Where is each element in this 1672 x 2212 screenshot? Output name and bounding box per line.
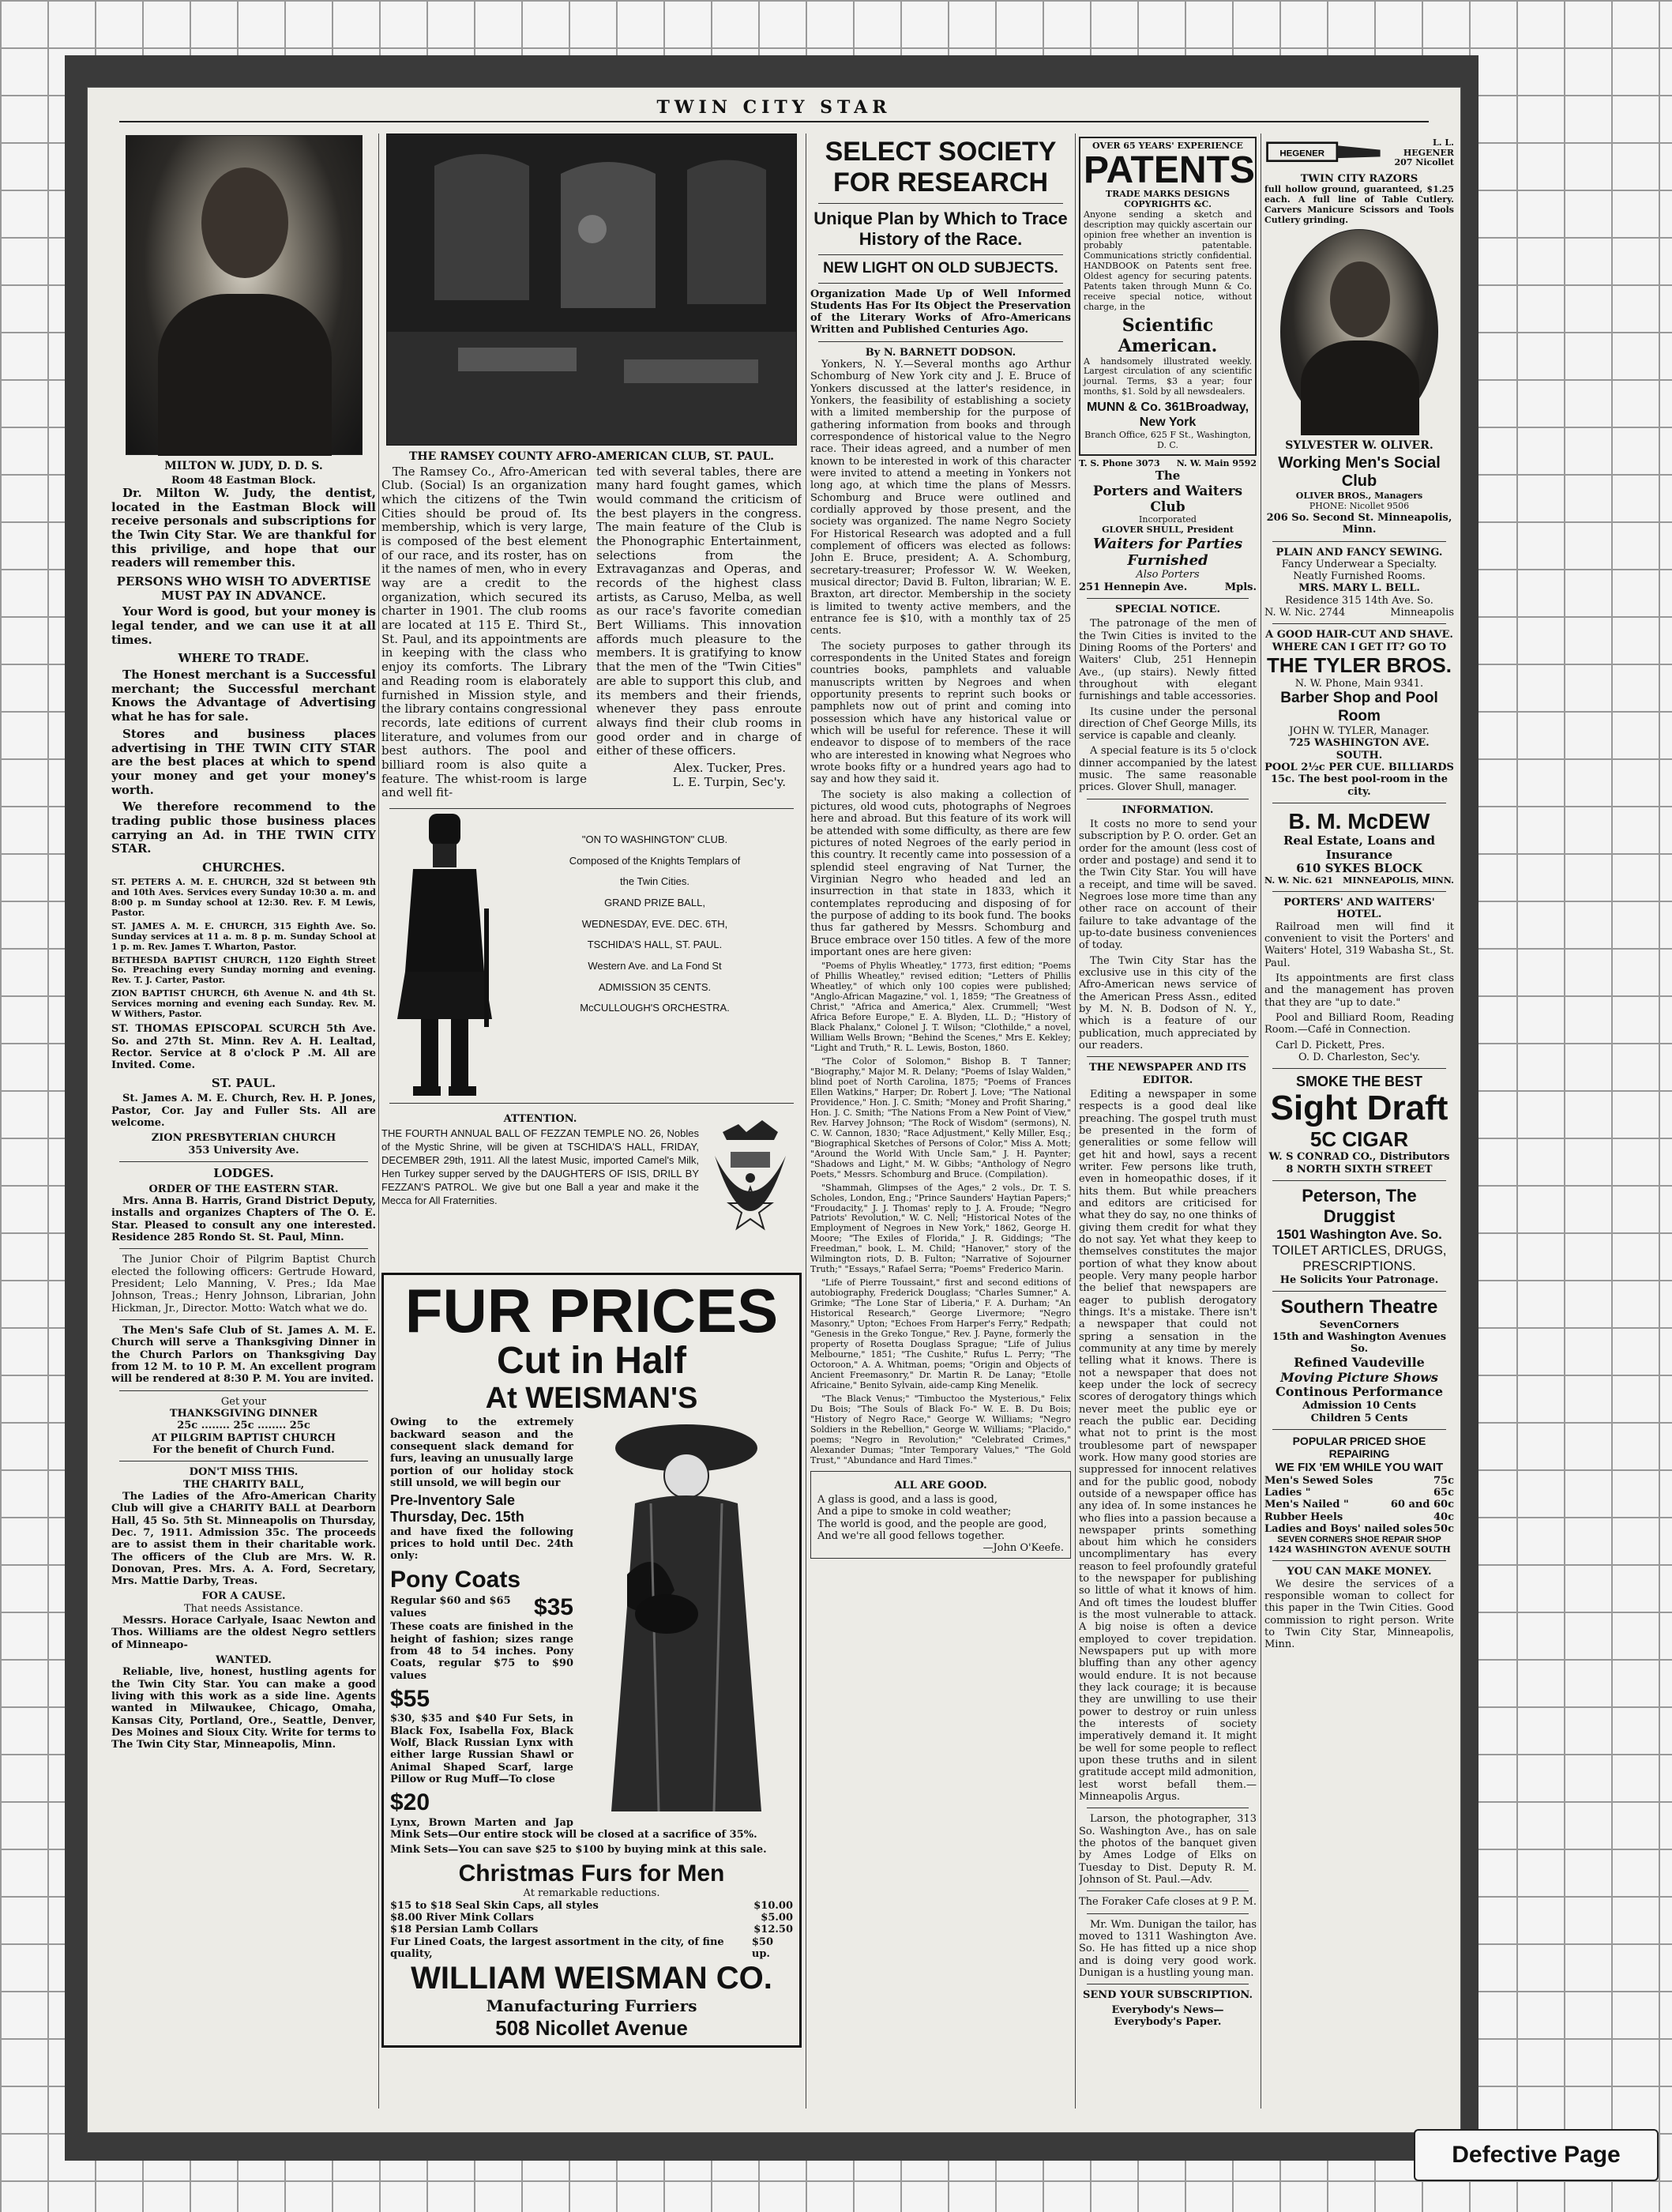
zion-pres-addr: 353 University Ave.	[188, 1144, 299, 1157]
divider	[1272, 1560, 1446, 1561]
divider	[1087, 1056, 1249, 1057]
divider	[818, 203, 1063, 204]
oliver-phone: PHONE: Nicollet 9506	[1309, 500, 1410, 511]
wanted-text: Reliable, live, honest, hustling agents for the Twin City Star. You can make a good living with this work as a side line. Agents wanted in Milwaukee, Chicago, Omaha, Kansas City, Portland, Ore., Seattle, Denver, Des Moines and Sioux City. Write for terms to The Twin City Star, Minneapolis, Minn.	[111, 1666, 376, 1751]
masthead: TWIN CITY STAR	[656, 97, 892, 118]
fur-price-value: $50 up.	[751, 1936, 774, 1960]
shoe-addr: 1424 WASHINGTON AVENUE SOUTH	[1268, 1544, 1451, 1556]
fur-company: WILLIAM WEISMAN CO.	[411, 1961, 772, 1996]
phone-left: T. S. Phone 3073	[1079, 458, 1160, 469]
article-headline: SELECT SOCIETY FOR RESEARCH	[825, 137, 1057, 198]
porters-addr: 251 Hennepin Ave.	[1079, 581, 1188, 593]
church-listing: ST. THOMAS EPISCOPAL SCURCH 5th Ave. So. and 27th St. Minn. Rev A. H. Lealtad, Rector. Service at 8 o'clock P .M. All are Invited. Come.	[111, 1023, 376, 1072]
otw-line: ADMISSION 35 CENTS.	[598, 980, 712, 993]
haircut-text: A GOOD HAIR-CUT AND SHAVE. WHERE CAN I GET IT? GO TO	[1265, 629, 1453, 653]
send-head: SEND YOUR SUBSCRIPTION.	[1082, 1989, 1253, 2002]
divider	[1272, 1429, 1446, 1430]
razor-icon	[1264, 134, 1383, 173]
trade-p1: The Honest merchant is a Successful merchant; the Successful merchant Knows the Advantage of Advertising what he has for sale.	[111, 668, 376, 724]
article-subhead: Unique Plan by Which to Trace History of the Race.	[813, 209, 1068, 250]
fur-lynx: Lynx, Brown Marten and Jap Mink Sets—Our entire stock will be closed at a sacrifice of 35%.	[390, 1816, 757, 1841]
hegener-addr: 207 Nicollet	[1394, 157, 1454, 168]
fur-price-value: $10.00	[753, 1899, 793, 1912]
divider	[389, 1103, 794, 1104]
fur-mink: Mink Sets—You can save $25 to $100 by buying mink at this sale.	[390, 1844, 767, 1856]
cause-head1: FOR A CAUSE.	[201, 1590, 286, 1603]
conrad-addr: 8 NORTH SIXTH STREET	[1286, 1163, 1433, 1176]
newspaper-page	[87, 87, 1461, 2133]
fur-men-sub: At remarkable reductions.	[523, 1887, 660, 1900]
phone-right: N. W. Main 9592	[1176, 458, 1257, 469]
fur-at: At WEISMAN'S	[485, 1382, 698, 1416]
article-paragraph: "Poems of Phylis Wheatley," 1773, first edition; "Poems of Phillis Wheatley," revised edition; "Letters of Phillis Wheatley," of which only 100 copies were published; "Anglo-African Magazine," vol. 1, 1859; "The Greatness of Christ," "Africa and America," Alex. Crummell; "West Africa Before Europe," E. A. Blyden, LL. D.; "History of Black Phalanx," Colonel J. T. Wilson; "Clothilde," a novel, William Wells Brown; "Behind the Scenes," Mrs E. Kekley; "Light and Truth," R. L. Lewis, Boston, 1860.	[810, 961, 1071, 1053]
info-head: INFORMATION.	[1122, 803, 1214, 816]
divider	[1087, 1890, 1249, 1891]
poem-head: ALL ARE GOOD.	[894, 1479, 987, 1492]
munn-name: MUNN & Co.	[1086, 401, 1162, 415]
shoe-price-row	[1264, 1511, 1454, 1523]
sewing-phone: N. W. Nic. 2744	[1264, 607, 1346, 619]
mens-club-text: The Men's Safe Club of St. James A. M. E. Church will serve a Thanksgiving Dinner in the Church Parlors on Thanksgiving Day from 12 M. to 10 P. M. An excellent program will be rendered at 8:30 P. M. You are invited.	[111, 1324, 376, 1386]
shoe-item: Men's Sewed Soles	[1264, 1474, 1373, 1487]
shoe-price: 40c	[1433, 1510, 1454, 1523]
hegener-ad	[1264, 134, 1454, 173]
hotel-head: PORTERS' AND WAITERS' HOTEL.	[1283, 896, 1435, 921]
fur-pony-row	[390, 1593, 573, 1621]
poem-sig: —John O'Keefe.	[983, 1542, 1064, 1555]
fur-price-value: $12.50	[753, 1924, 793, 1936]
fur-price-row	[390, 1924, 793, 1936]
porters-address-row	[1079, 581, 1257, 593]
send-text: Everybody's News—Everybody's Paper.	[1111, 2003, 1224, 2028]
article-deck: Organization Made Up of Well Informed Students Has For Its Object the Preservation of the Literary Works of Afro-Americans Written and Published Centuries Ago.	[810, 288, 1071, 337]
judy-text: Dr. Milton W. Judy, the dentist, located in the Eastman Block will receive personals and subscriptions for the Twin City Star. We are thankful for this privilige, and hope that our readers will remember this.	[111, 485, 376, 570]
fur-pony-desc: These coats are finished in the height of fashion; sizes range from 48 to 54 inches. Pony Coats, regular $75 to $90 values	[390, 1621, 573, 1682]
patents-top: OVER 65 YEARS' EXPERIENCE	[1092, 141, 1243, 151]
shoe-price: 65c	[1433, 1486, 1454, 1499]
porters-pres: GLOVER SHULL, President	[1102, 524, 1234, 535]
divider	[1272, 623, 1446, 624]
ramsey-text-left: The Ramsey Co., Afro-American Club. (Social) Is an organization which the citizens of the Twin Cities should be proud of. Its membership, which is very large, is composed of the best element of our race, and its roster, has on it the names of men, who in every way are a credit to the organization, which secured its charter in 1901. The club rooms are located at 115 E. Third St., St. Paul, and its appointments are in keeping with the class who enjoy its comforts. The Library and Reading room is elaborately furnished in Mission style, and the library contains congressional records, late editions of current literature, and volumes from our best authors. The pool and billiard room is also quite a feature. The whist-room is large and well fit-	[381, 464, 587, 800]
news-p1: Editing a newspaper in some respects is a good deal like preaching. The gospel truth must be presented in the form of generalities or some fellow will get hit and howl, says a recent writer. Few persons like truth, even in homeopathic doses, if it hits them. But while preachers and editors are criticised for what they do say, no one thinks of giving them credit for what they do not say. Yet what they keep to themselves constitutes the major portion of what they know about people. Very many people harbor the belief that newspapers are eager to publish derogatory things. It's a mistake. There isn't a newspaper that could not spring a sensation in the community at any time by merely telling what it knows. There is not a newspaper that does not keep under the lock of secrecy scores of derogatory things which never meet the public eye or reach the public ear. Deciding what not to print is the most troublesome part of newspaper work. How many good stories are suppressed for innocent relatives and for the public good, nobody outside of a newspaper office has any idea of. In some instances he who flies into a passion because a newspaper prints something about him which he considers uncomplimentary has every reason to feel profoundly grateful to the newspaper for publishing so little of what it knows of him. And oft times the loudest bluffer is the most vulnerable to attack. A big noise is often a device employed to cover trepidation. Newspapers put up with more bluffing than any other agency would endure. It is not because they lack courage; it is because they are unwilling to use their power to destroy or ruin unless the interests of society imperatively demand it. It might be well for some people to reflect upon these truths and in silent gratitude accept mild admonition, lest worst befall them.—Minneapolis Argus.	[1079, 1089, 1257, 1804]
special-head: SPECIAL NOTICE.	[1115, 603, 1220, 615]
judy-room: Room 48 Eastman Block.	[171, 474, 316, 487]
munn-addr: 361Broadway, New York	[1139, 401, 1249, 430]
barber-addr: 725 WASHINGTON AVE. SOUTH.	[1289, 737, 1430, 762]
razors-head: TWIN CITY RAZORS	[1300, 173, 1418, 185]
porters-city: Mpls.	[1224, 581, 1257, 593]
weisman-fur-ad	[381, 1273, 802, 2048]
continuous: Continous Performance	[1275, 1384, 1444, 1400]
otw-text	[508, 814, 802, 1019]
otw-line: GRAND PRIZE BALL,	[604, 896, 705, 908]
sewing-city: Minneapolis	[1390, 607, 1454, 619]
divider	[818, 341, 1063, 342]
club-interior-illustration	[387, 134, 796, 445]
porters-also: Also Porters	[1136, 569, 1200, 581]
divider	[1087, 1913, 1249, 1914]
defective-page-stamp: Defective Page	[1414, 2129, 1659, 2181]
shoe-price-row	[1264, 1523, 1454, 1535]
charity-head1: DON'T MISS THIS.	[189, 1466, 299, 1479]
divider	[119, 1390, 368, 1391]
patents-marks: TRADE MARKS DESIGNS COPYRIGHTS &C.	[1105, 188, 1231, 209]
article-paragraph: "Shammah, Glimpses of the Ages," 2 vols., Dr. T. S. Scholes, London, Eng.; "Prince Saunders' Haytian Papers;" "Froudacity," J. J. Thomas' reply to J. A. Froude; "Negro Patriots' Revolution," W. C. Nell; "Historical Notes of the Employment of Negroes in New York," 1862, George H. Moore; "The Exiles of Florida," J. R. Giddings; "The Freedman," book, L. M. Child; "Hanover," story of the Wilmington riots, D. B. Fulton; "Narrative of Sojourner Truth;" "Essays," Rafael Serra; "Poems" Frederico Marin.	[810, 1182, 1071, 1275]
dinner-head2: THANKSGIVING DINNER	[169, 1407, 318, 1420]
peterson-addr: 1501 Washington Ave. So.	[1276, 1226, 1442, 1242]
dinner-for: For the benefit of Church Fund.	[152, 1443, 335, 1456]
dinner-where: AT PILGRIM BAPTIST CHURCH	[151, 1431, 336, 1444]
ramsey-club-photo	[386, 134, 797, 446]
church-listing: ST. PETERS A. M. E. CHURCH, 32d St between 9th and 10th Aves. Services every Sunday 10:30 a. m. and 8:00 p. m Sunday school at 12:30. Rev. F. M Lewis, Pastor.	[111, 876, 376, 918]
divider	[119, 1319, 368, 1320]
mcdew-name: B. M. McDEW	[1288, 808, 1430, 833]
conrad: W. S CONRAD CO., Distributors	[1268, 1151, 1450, 1164]
oliver-bros: OLIVER BROS., Managers	[1295, 490, 1423, 501]
porters-club: Porters and Waiters Club	[1092, 483, 1243, 515]
zion-pres: ZION PRESBYTERIAN CHURCH	[151, 1132, 336, 1145]
porters-the: The	[1155, 468, 1181, 483]
info-p1: It costs no more to send your subscription by P. O. order. Get an order for the amount (less cost of order and postage) and send it to the Twin City Star. You will have a receipt, and time will be saved. Negroes lose more time than any other race on account of their failure to take advantage of the up-to-date business conveniences of today.	[1079, 818, 1257, 952]
column-2	[381, 134, 802, 2109]
shoe-price: 50c	[1433, 1522, 1454, 1535]
dinner-price: 25c ........ 25c ........ 25c	[177, 1420, 310, 1432]
sewing-head: PLAIN AND FANCY SEWING.	[1276, 546, 1443, 559]
column-rule	[378, 134, 379, 2109]
munn-branch: Branch Office, 625 F St., Washington, D. C.	[1084, 430, 1251, 451]
southern-theatre: Southern Theatre	[1280, 1296, 1438, 1319]
ramsey-text-right: ted with several tables, there are many hard fought games, which would command the criticism of the best players in the congress. The main feature of the Club is the Phonographic Entertainment, selections from the Extravaganzas and Operas, and records of the highest class artists, as Caruso, Melba, as well as our race's favorite comedian Bert Williams. This innovation affords much pleasure to the members. It is gratifying to know that the men of the "Twin Cities" are able to support this club, and its members and their friends, whenever they pass enroute always find their club rooms in good order and in charge of either of these officers.	[596, 464, 802, 758]
fur-men: Christmas Furs for Men	[458, 1860, 725, 1887]
solicits: He Solicits Your Patronage.	[1279, 1274, 1439, 1287]
charity-head2: THE CHARITY BALL,	[182, 1478, 305, 1491]
divider	[1087, 598, 1249, 599]
hegener-brand: HEGENER	[1279, 149, 1325, 159]
shoe-price: 60 and 60c	[1390, 1499, 1454, 1511]
cause-head2: That needs Assistance.	[183, 1602, 304, 1615]
fur-pony-price2: $55	[390, 1686, 430, 1713]
divider	[1272, 1068, 1446, 1069]
judy-portrait	[126, 135, 363, 455]
churches-head: CHURCHES.	[202, 860, 285, 875]
dinner-head1: Get your	[220, 1395, 267, 1408]
ramsey-sig2: L. E. Turpin, Sec'y.	[672, 774, 786, 789]
special-p1: The patronage of the men of the Twin Cities is invited to the Dining Rooms of the Porters' and Waiters' Club, 251 Hennepin Ave., (up stairs). Newly fitted throughout with elegant furnishings and table accessories.	[1079, 618, 1257, 703]
tailor-text: Mr. Wm. Dunigan the tailor, has moved to 1311 Washington Ave. So. He has fitted up a nice shop and is doing very good work. Dunigan is a hustling young man.	[1079, 1918, 1257, 1979]
fur-pony-reg: Regular $60 and $65 values	[390, 1595, 511, 1620]
shoe-price-row	[1264, 1487, 1454, 1499]
shoe-item: Ladies and Boys' nailed soles	[1264, 1522, 1433, 1535]
hotel-p1: Railroad men will find it convenient to visit the Porters' and Waiters' Hotel, 319 Wabasha St., St. Paul.	[1264, 920, 1454, 969]
barber-pool: POOL 2½c PER CUE. BILLIARDS 15c. The best pool-room in the city.	[1264, 761, 1454, 798]
money-head: YOU CAN MAKE MONEY.	[1287, 1566, 1432, 1578]
hotel-sec: O. D. Charleston, Sec'y.	[1298, 1051, 1421, 1063]
sewing-line: Residence 315 14th Ave. So.	[1285, 594, 1433, 607]
divider	[119, 1461, 368, 1462]
column-3	[810, 134, 1071, 2109]
lodges-sub: ORDER OF THE EASTERN STAR.	[148, 1183, 339, 1195]
fur-price-item: $8.00 River Mink Collars	[390, 1911, 534, 1924]
fur-price-item: Fur Lined Coats, the largest assortment in the city, of fine quality,	[390, 1936, 724, 1960]
tyler-phone: N. W. Phone, Main 9341.	[1294, 677, 1424, 690]
fur-pony: Pony Coats	[390, 1566, 521, 1593]
foraker-text: The Foraker Cafe closes at 9 P. M.	[1079, 1896, 1257, 1909]
shoe-item: Men's Nailed "	[1264, 1499, 1349, 1511]
column-5	[1264, 134, 1454, 2109]
lodges-head: LODGES.	[213, 1165, 274, 1180]
otw-line: Western Ave. and La Fond St	[588, 959, 722, 972]
razors-text: full hollow ground, guaranteed, $1.25 each. A full line of Table Cutlery. Carvers Manicure Scissors and Tools Cutlery grinding.	[1264, 184, 1454, 226]
charity-text: The Ladies of the Afro-American Charity Club will give a CHARITY BALL at Dearborn Hall, 45 So. 5th St. Minneapolis on Thursday, Dec. 7, 1911. Admission 35c. The proceeds are to assist them in their charitable work. The officers of the Club are Mrs. W. R. Donovan, Pres. Mrs. A. A. Ford, Secretary, Mrs. Mattie Darby, Treas.	[111, 1490, 376, 1588]
attention-text: THE FOURTH ANNUAL BALL OF FEZZAN TEMPLE NO. 26, Nobles of the Mystic Shrine, will be given at TSCHIDA'S HALL, FRIDAY, DECEMBER 29th, 1911. All the latest Music, imported Camel's Milk, Hen Turkey supper served by the DAUGHTERS OF ISIS, DRILL BY FEZZAN'S PATROL. We give but one Ball a year and make it the Mecca for All Fraternities.	[381, 1127, 699, 1206]
column-1	[111, 134, 376, 2109]
hotel-p2: Its appointments are first class and the management has proven that they are "up to date."	[1264, 972, 1454, 1009]
otw-line: TSCHIDA'S HALL, ST. PAUL.	[587, 939, 723, 951]
column-rule	[1075, 134, 1076, 2109]
mcdew-phone: N. W. Nic. 621	[1264, 875, 1333, 886]
otw-line: Composed of the Knights Templars of	[569, 854, 741, 867]
ramsey-article	[381, 465, 802, 804]
hotel-p3: Pool and Billiard Room, Reading Room.—Café in Connection.	[1264, 1011, 1454, 1036]
choir-text: The Junior Choir of Pilgrim Baptist Church elected the following officers: Gertrude Howard, President; Lelo Manning, V. Pres.; Ida Mae Johnson, Treas.; Henry Johnson, Librarian, John Hickman, Jr., Director. Motto: Watch what we do.	[111, 1254, 376, 1315]
ramsey-sig1: Alex. Tucker, Pres.	[673, 760, 786, 775]
oliver-portrait	[1280, 229, 1438, 434]
poem-box	[810, 1471, 1071, 1559]
stpaul-head: ST. PAUL.	[211, 1075, 276, 1090]
barber-shop: Barber Shop and Pool Room	[1280, 690, 1438, 724]
masthead-rule	[119, 121, 1429, 122]
shoe-price-list	[1264, 1475, 1454, 1536]
attention-ad	[381, 1108, 802, 1266]
article-byline: By N. BARNETT DODSON.	[865, 346, 1016, 359]
lodges-text: Mrs. Anna B. Harris, Grand District Deputy, installs and organizes Chapters of The O. E. Star. Pleased to consult any one interested. Residence 285 Rondo St. St. Paul, Minn.	[111, 1194, 376, 1243]
divider	[818, 254, 1063, 255]
divider	[119, 1248, 368, 1249]
fur-title: FUR PRICES	[404, 1276, 779, 1346]
children-price: Children 5 Cents	[1310, 1412, 1408, 1424]
toilet-articles: TOILET ARTICLES, DRUGS, PRESCRIPTIONS.	[1272, 1242, 1447, 1273]
church-listing: ST. JAMES A. M. E. CHURCH, 315 Eighth Ave. So. Sunday services at 11 a. m. 8 p. m. Sunday School at 1 p. m. Rev. James T. Wharton, Pastor.	[111, 920, 376, 952]
divider	[389, 808, 794, 809]
special-p2: Its cusine under the personal direction of Chef George Mills, its service is capable and cleanly.	[1079, 705, 1257, 743]
sight-draft: Sight Draft	[1270, 1089, 1448, 1128]
porters-inc: Incorporated	[1139, 514, 1197, 525]
fur-sets-price: $20	[390, 1789, 430, 1816]
shoe-price: 75c	[1433, 1474, 1454, 1487]
oliver-addr: 206 So. Second St. Minneapolis, Minn.	[1266, 511, 1452, 536]
sewing-line: Fancy Underwear a Specialty.	[1281, 558, 1437, 570]
shriner-emblem-icon	[699, 1108, 802, 1266]
news-head: THE NEWSPAPER AND ITS EDITOR.	[1088, 1062, 1246, 1086]
article-paragraph: "The Black Venus;" "Timbuctoo the Mysterious," Felix Du Bois; "The Souls of Black Fo-" W. E. B. Du Bois; "History of Negro Race," George W. Williams; "Negro Soldiers in the Rebellion," George W. Williams; "Placido," poems; "Negro in Revolution;" "Celebrated Crimes," Alexander Dumas; "Inter Temporary Values," "The Gold Trust," "Abundance and Hard Times."	[810, 1393, 1071, 1465]
moving-pictures: Moving Picture Shows	[1280, 1369, 1438, 1385]
divider	[818, 283, 1063, 284]
article-paragraph: "The Color of Solomon," Bishop B. T Tanner; "Biography," Major M. R. Delany; "Poems of Islay Walden," blind poet of North Carolina, 1875; "Poems of Frances Ellen Watkins," Harper; Dr. Robert J. Love; "The National Providence," Hon. J. C. Smith; "Money and Profit Sharing," Hon. J. C. Smith; "The Nations From a New Point of View," Rev. Harvey Johnson; "The Rock of Wisdom" (sermons), N. C. W. Cannon, 1830; "Race Adjustment," Kelly Miller, Esq.; "Biographical Sketches of Persons of Color," Miss A. Mott; "Around the World With Uncle Sam," J. H. Paynter; "Shadows and Light," M. W. Gibbs; "Anthology of Negro Poets," Messrs. Schomburg and Bruce. (Compilation).	[810, 1055, 1071, 1179]
vaudeville: Refined Vaudeville	[1294, 1354, 1425, 1370]
otw-title: "ON TO WASHINGTON" CLUB.	[581, 833, 728, 846]
fur-sale-text: and have fixed the following prices to hold until Dec. 24th only:	[390, 1525, 573, 1563]
otw-ad	[381, 814, 802, 1098]
judy-caption: MILTON W. JUDY, D. D. S.	[164, 460, 323, 472]
wanted-head: WANTED.	[216, 1654, 272, 1667]
hegener-name: L. L. HEGENER	[1403, 137, 1454, 158]
mcdew-biz: Real Estate, Loans and Insurance	[1283, 833, 1436, 862]
persons-head: PERSONS WHO WISH TO ADVERTISE MUST PAY IN ADVANCE.	[116, 574, 371, 603]
oliver-caption: SYLVESTER W. OLIVER.	[1285, 439, 1433, 453]
shoe-item: Rubber Heels	[1264, 1510, 1343, 1523]
church-listing: BETHESDA BAPTIST CHURCH, 1120 Eighth Street So. Preaching every Sunday morning and evening. Rev. T. J. Carter, Pastor.	[111, 954, 376, 986]
sci-text: A handsomely illustrated weekly. Largest circulation of any scientific journal. Terms, $3 a year; four months, $1. Sold by all newsdealers.	[1084, 356, 1252, 397]
mcdew-city: MINNEAPOLIS, MINN.	[1343, 875, 1454, 886]
patents-text: Anyone sending a sketch and description may quickly ascertain our opinion free whether an invention is probably patentable. Communications strictly confidential. HANDBOOK on Patents sent free. Oldest agency for securing patents. Patents taken through Munn & Co. receive special notice, without charge, in the	[1084, 209, 1252, 312]
cigar-price: 5C CIGAR	[1309, 1127, 1409, 1151]
fur-price-row	[390, 1900, 793, 1912]
persons-text: Your Word is good, but your money is legal tender, and we can use it at all times.	[111, 604, 376, 647]
poem-text: A glass is good, and a lass is good, And a pipe to smoke in cold weather; The world is good, and the people are good, And we're all good fellows together.	[817, 1494, 1047, 1543]
divider	[119, 1161, 368, 1162]
otw-line: WEDNESDAY, EVE. DEC. 6TH,	[581, 917, 728, 930]
fur-furriers: Manufacturing Furriers	[486, 1996, 697, 2016]
church-listing: ZION BAPTIST CHURCH, 6th Avenue N. and 4th St. Services morning and evening each Sunday. Rev. M. W Withers, Pastor.	[111, 988, 376, 1020]
shoe-price-row	[1264, 1475, 1454, 1487]
divider	[1272, 1180, 1446, 1181]
tyler-bros: THE TYLER BROS.	[1266, 653, 1452, 678]
fur-sale-head: Pre-Inventory Sale Thursday, Dec. 15th	[390, 1492, 524, 1525]
shoe-price-row	[1264, 1499, 1454, 1510]
fur-price-row	[390, 1912, 793, 1924]
otw-line: the Twin Cities.	[620, 875, 689, 888]
divider	[1272, 541, 1446, 542]
patents-ad	[1079, 137, 1257, 456]
trade-p3: We therefore recommend to the trading public those business places carrying an Ad. in THE TWIN CITY STAR.	[111, 799, 376, 856]
article-paragraph: The society is also making a collection of pictures, old wood cuts, photographs of Negroes here and abroad. But this feature of its work will be attended with some difficulty, as there are few pictures of noted Negroes of the early period in this country. It recently came into possession of a splendid steel engraving of Nat Turner, the Virginian Negro who headed and led an insurrection in that state in 1833, which it contemplates reproducing and disposing of for the purpose of adding to its book fund. The books thus far gathered by Messrs. Schomburg and Bruce embrace over 150 titles. A few of the more important ones are here given:	[810, 788, 1071, 958]
fur-address: 508 Nicollet Avenue	[495, 2015, 688, 2040]
divider	[1272, 891, 1446, 892]
peterson: Peterson, The Druggist	[1302, 1185, 1417, 1226]
working-mens-club: Working Men's Social Club	[1278, 453, 1441, 491]
patents-title: PATENTS	[1084, 149, 1255, 191]
shoe-head: POPULAR PRICED SHOE REPAIRING	[1292, 1434, 1426, 1461]
admission: Admission 10 Cents	[1302, 1400, 1417, 1413]
shoe-item: Ladies "	[1264, 1486, 1311, 1499]
special-p3: A special feature is its 5 o'clock dinner accompanied by the latest music. The same reasonable prices. Glover Shull, manager.	[1079, 745, 1257, 794]
article-subhead-2: NEW LIGHT ON OLD SUBJECTS.	[823, 260, 1058, 277]
mcdew-addr: 610 SYKES BLOCK	[1296, 861, 1422, 876]
hotel-pres: Carl D. Pickett, Pres.	[1276, 1039, 1385, 1051]
otw-line: McCULLOUGH'S ORCHESTRA.	[580, 1002, 730, 1014]
trade-head: WHERE TO TRADE.	[178, 651, 310, 666]
knight-templar-illustration	[381, 814, 508, 1098]
money-text: We desire the services of a responsible woman to collect for this paper in the Twin Cities. Good commission to right person. Write to Twin City Star, Minneapolis, Minn.	[1264, 1578, 1454, 1651]
article-paragraph: The society purposes to gather through its correspondents in the United States and foreign countries books, pamphlets and valuable manuscripts written by Negroes and when opportunity presents to reprint such books or pamphlets now out of print and coming into possession which have any historical value or which will be useful for reference. These it will endeavor to dispose of to members of the race who are interested in knowing what Negroes who wrote books fifty or a hundred years ago had to say and how they said it.	[810, 640, 1071, 786]
barber-mgr: JOHN W. TYLER, Manager.	[1289, 724, 1430, 737]
trade-p2: Stores and business places advertising in THE TWIN CITY STAR are the best places at which to spend your money and get your money's worth.	[111, 726, 376, 797]
larson-text: Larson, the photographer, 313 So. Washington Ave., has on sale the photos of the banquet given by Ames Lodge of Elks on Tuesday to Dist. Deputy R. M. Johnson of St. Paul.—Adv.	[1079, 1813, 1257, 1887]
column-4	[1079, 134, 1257, 2109]
fur-price-item: $15 to $18 Seal Skin Caps, all styles	[390, 1899, 599, 1912]
smoke-head: SMOKE THE BEST	[1295, 1074, 1422, 1090]
southern-addr: 15th and Washington Avenues So.	[1272, 1331, 1447, 1356]
cause-text: Messrs. Horace Carlyale, Isaac Newton and Thos. Williams are the oldest Negro settlers of Minneapo-	[111, 1615, 376, 1651]
ramsey-caption: THE RAMSEY COUNTY AFRO-AMERICAN CLUB, ST. PAUL.	[408, 450, 775, 463]
fur-sets: $30, $35 and $40 Fur Sets, in Black Fox, Isabella Fox, Black Wolf, Black Russian Lynx with either large Russian Shawl or Animal Shaped Scarf, large Pillow or Rug Muff—To close	[390, 1713, 573, 1786]
info-p2: The Twin City Star has the exclusive use in this city of the Afro-American news service of the American Press Assn., edited by M. N. B. Dodson of N. Y., which is a feature of our publication, much appreciated by our readers.	[1079, 954, 1257, 1052]
shoe-shop: SEVEN CORNERS SHOE REPAIR SHOP	[1277, 1535, 1441, 1545]
fur-intro: Owing to the extremely backward season and the consequent slack demand for furs, leaving an unusually large portion of our holiday stock still unsold, we will begin our	[390, 1416, 573, 1489]
fur-price-value: $5.00	[761, 1911, 793, 1924]
seven-corners: SevenCorners	[1319, 1319, 1400, 1331]
scientific-american: Scientific American.	[1118, 314, 1218, 356]
fur-price-item: $18 Persian Lamb Collars	[390, 1924, 539, 1936]
sewing-line: Neatly Furnished Rooms.	[1293, 570, 1426, 583]
fur-price-row	[390, 1936, 793, 1961]
fur-coat-woman-illustration	[580, 1416, 793, 1827]
fur-pony-price: $35	[533, 1594, 573, 1621]
mcdew-phone-row	[1264, 876, 1454, 886]
stpaul-text: St. James A. M. E. Church, Rev. H. P. Jones, Pastor, Cor. Jay and Fuller Sts. All are welcome.	[111, 1093, 376, 1129]
divider	[1272, 1291, 1446, 1292]
fur-sub: Cut in Half	[497, 1340, 686, 1382]
sewing-line: MRS. MARY L. BELL.	[1298, 582, 1420, 595]
article-paragraph: Yonkers, N. Y.—Several months ago Arthur Schomburg of New York city and J. E. Bruce of Yonkers discussed at the latter's residence, in Yonkers, the feasibility of establishing a society with a limited membership for the purpose of gathering information from books and through correspondence of historical value to the Negro race. Their ideas agreed, and a number of men known to be interested in work of this character were invited to attend a meeting in Yonkers not long ago, at which time the plans of Messrs. Schomburg and Bruce were outlined and cordially approved by those present, and the society was organized. The name Negro Society For Historical Research was adopted and a full complement of officers was elected as follows: John E. Bruce, president; A. A. Schomburg, secretary-treasurer; Professor W. W. Weeken, musical director; David B. Fulton, librarian; W. E. Braxton, art director. Membership in the society is limited to twenty active members, and the entrance fee is $10, with a monthly tax of 25 cents.	[810, 359, 1071, 638]
sewing-phone-row	[1264, 607, 1454, 619]
article-paragraph: "Life of Pierre Toussaint," first and second editions of autobiography, Frederick Douglass; "Charles Sumner," A. Grimke; "The Lone Star of Liberia," F. A. Durham; "An Historical Research," George Livermore; "Negro Masonry," Upton; "Echoes From Harper's Ferry," Redpath; "Genesis in the Greko Tongue," Rev. J. Payne, formerly the property of Rosetta Douglass Sprague; "Life of Julius Melbourne," 1851; "The Cushite," Rufus L. Perry; "The Octoroon," A. A. Whitman, poems; "Origin and Objects of Ancient Freemasonry," Dr. Martin R. De Lanay; "Etolle Africaine," Benito Sylvain, aide-camp King Menelik.	[810, 1277, 1071, 1390]
porters-waiters: Waiters for Parties Furnished	[1092, 535, 1243, 569]
attention-head: ATTENTION.	[503, 1113, 577, 1126]
shoe-fix: WE FIX 'EM WHILE YOU WAIT	[1275, 1460, 1444, 1474]
